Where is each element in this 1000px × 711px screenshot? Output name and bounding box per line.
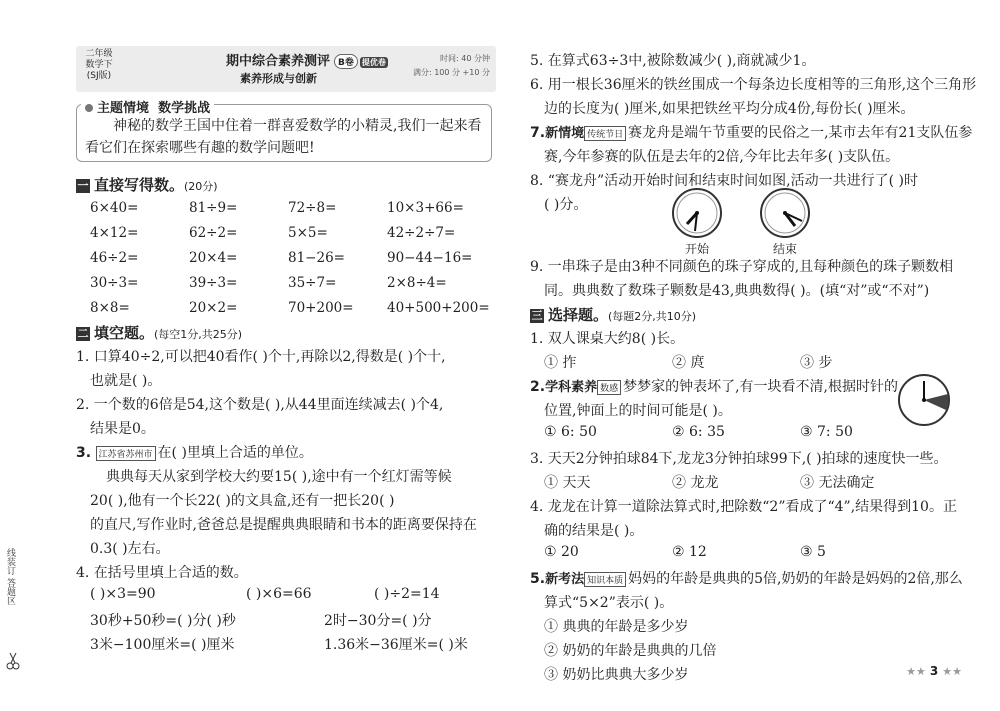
c4-line1: 4. 龙龙在计算一道除法算式时,把除数“2”看成了“4”,结果得到10。正	[530, 499, 957, 515]
option: ③ 7: 50	[800, 424, 853, 440]
grade-text: 二年级	[85, 49, 113, 59]
calc-item: 81−26=	[288, 250, 345, 266]
scene-topic: 数学挑战	[158, 101, 211, 116]
calc-item: 8×8=	[90, 300, 130, 316]
option: ③ 步	[800, 355, 833, 371]
binding-margin-text: 线装订 答题区	[5, 548, 15, 605]
c5-num: 5.	[530, 571, 546, 587]
c2-line2: 位置,钟面上的时间可能是( )。	[544, 403, 732, 419]
calc-item: 81÷9=	[189, 200, 238, 216]
calc-item: 46÷2=	[90, 250, 139, 266]
calc-grid	[90, 200, 490, 325]
calc-item: 30÷3=	[90, 275, 139, 291]
new-method-tag: 新考法	[545, 572, 585, 587]
calc-item: 39÷3=	[189, 275, 238, 291]
q7-text: 赛龙舟是端午节重要的民俗之一,某市去年有21支队伍参	[628, 125, 973, 141]
page-subtitle: 素养形成与创新	[240, 72, 317, 85]
calc-item: 62÷2=	[189, 225, 238, 241]
section-title: 选择题。	[548, 306, 609, 324]
q3-line2: 典典每天从家到学校大约要15( ),途中有一个红灯需等候	[106, 469, 452, 485]
region-chip: 江苏省苏州市	[96, 446, 156, 461]
q2-line1: 2. 一个数的6倍是54,这个数是( ),从44里面连续减去( )个4,	[76, 397, 444, 413]
q6-line1: 6. 用一根长36厘米的铁丝围成一个每条边长度相等的三角形,这个三角形	[530, 77, 977, 93]
option: ① 天天	[544, 475, 591, 491]
scene-text: 神秘的数学王国中住着一群喜爱数学的小精灵,我们一起来看看它们在探索哪些有趣的数学问题吧!	[85, 118, 482, 156]
test-meta	[413, 52, 490, 80]
number-sense-chip: 数感	[597, 380, 621, 395]
q3-line1	[76, 442, 313, 462]
section-number: 一	[77, 178, 89, 192]
option: ① 拃	[544, 355, 577, 371]
time-limit: 时间: 40 分钟	[440, 54, 490, 63]
q2-line2: 结果是0。	[90, 421, 155, 437]
full-score: 满分: 100 分 +10 分	[412, 68, 490, 77]
calc-row	[90, 225, 490, 250]
c5-text: 妈妈的年龄是典典的5倍,奶奶的年龄是妈妈的2倍,那么	[628, 571, 963, 587]
q8-line1: 8. “赛龙舟”活动开始时间和结束时间如图,活动一共进行了( )时	[530, 173, 918, 189]
q4-item: ( )÷2=14	[374, 586, 440, 602]
section-score: (每题2分,共10分)	[608, 310, 697, 323]
q7-num: 7.	[530, 125, 546, 141]
subject: 数学	[85, 60, 104, 70]
calc-item: 72÷8=	[288, 200, 337, 216]
option: ③ 5	[800, 544, 826, 560]
q1-line2: 也就是( )。	[90, 373, 162, 389]
q8-line2: ( )分。	[544, 197, 588, 213]
q9-line2: 同。典典数了数珠子颗数是43,典典数得( )。(填“对”或“不对”)	[544, 283, 930, 299]
q3-line4: 的直尺,写作业时,爸爸总是提醒典典眼睛和书本的距离要保持在	[90, 517, 477, 533]
c5-line2: 算式“5×2”表示( )。	[544, 595, 674, 611]
option: ② 12	[672, 544, 707, 560]
option: ① 典典的年龄是多少岁	[544, 619, 689, 635]
q3-line3: 20( ),他有一个长22( )的文具盒,还有一把长20( )	[90, 493, 395, 509]
start-clock-icon	[670, 186, 724, 240]
knowledge-chip: 知识本质	[584, 572, 626, 587]
discipline-tag: 学科素养	[545, 380, 598, 395]
calc-item: 90−44−16=	[387, 250, 473, 266]
edition: (SJ版)	[86, 71, 112, 81]
calc-item: 2×8÷4=	[387, 275, 447, 291]
q4-item: 30秒+50秒=( )分( )秒	[90, 613, 236, 629]
calc-row	[90, 250, 490, 275]
test-header	[76, 46, 496, 92]
q4-item: ( )×6=66	[246, 586, 312, 602]
paper-tag: 提优卷	[361, 58, 386, 67]
q7-line2: 赛,今年参赛的队伍是去年的2倍,今年比去年多( )支队伍。	[544, 149, 900, 165]
q6-line2: 边的长度为( )厘米,如果把铁丝平均分成4份,每份长( )厘米。	[544, 101, 915, 117]
section-number: 三	[531, 308, 543, 322]
option: ② 6: 35	[672, 424, 725, 440]
scene-box	[76, 101, 492, 162]
calc-item: 20×4=	[189, 250, 238, 266]
page-footer: ★★ 3 ★★	[906, 664, 962, 678]
calc-item: 5×5=	[288, 225, 328, 241]
calc-item: 4×12=	[90, 225, 139, 241]
option: ① 20	[544, 544, 579, 560]
q3-num: 3.	[76, 445, 92, 461]
scissors-icon	[6, 652, 20, 670]
section-title: 填空题。	[94, 324, 155, 342]
paper-badge: B卷	[334, 54, 358, 69]
section-1-heading	[76, 174, 218, 195]
c2-num: 2.	[530, 379, 546, 395]
calc-item: 6×40=	[90, 200, 139, 216]
calc-row	[90, 200, 490, 225]
q9-line1: 9. 一串珠子是由3种不同颜色的珠子穿成的,且每种颜色的珠子颗数相	[530, 259, 954, 275]
start-label: 开始	[685, 242, 710, 256]
new-context-tag: 新情境	[545, 126, 585, 141]
scene-tag-text: 主题情境	[97, 101, 150, 116]
section-3-heading	[530, 304, 696, 325]
end-label: 结束	[773, 242, 798, 256]
c2-line1	[530, 376, 898, 396]
option: ③ 无法确定	[800, 475, 875, 491]
subject-text	[82, 60, 116, 71]
q3-line5: 0.3( )左右。	[90, 541, 170, 557]
calc-item: 70+200=	[288, 300, 354, 316]
c1: 1. 双人课桌大约8( )长。	[530, 331, 685, 347]
section-number: 二	[77, 326, 89, 340]
option: ② 庹	[672, 355, 705, 371]
q4-item: ( )×3=90	[90, 586, 156, 602]
option: ② 奶奶的年龄是典典的几倍	[544, 643, 717, 659]
q3-text: 在( )里填上合适的单位。	[157, 445, 313, 461]
calc-item: 40+500+200=	[387, 300, 490, 316]
q1-line1: 1. 口算40÷2,可以把40看作( )个十,再除以2,得数是( )个十,	[76, 349, 446, 365]
calc-row	[90, 275, 490, 300]
page-number: 3	[929, 664, 939, 678]
page-title	[226, 50, 388, 69]
end-clock-icon	[758, 186, 812, 240]
section-score: (每空1分,共25分)	[154, 328, 243, 341]
q4-item: 2时−30分=( )分	[324, 613, 432, 629]
q4-line1: 4. 在括号里填上合适的数。	[76, 565, 248, 581]
calc-item: 42÷2÷7=	[387, 225, 456, 241]
option: ② 龙龙	[672, 475, 719, 491]
q5: 5. 在算式63÷3中,被除数减少( ),商就减少1。	[530, 53, 816, 69]
c3: 3. 天天2分钟拍球84下,龙龙3分钟拍球99下,( )拍球的速度快一些。	[530, 451, 948, 467]
scene-tag	[81, 97, 214, 116]
broken-clock-icon	[896, 372, 952, 428]
festival-chip: 传统节日	[584, 126, 626, 141]
title-text: 期中综合素养测评	[226, 54, 331, 69]
term: 下	[103, 60, 113, 70]
calc-item: 35÷7=	[288, 275, 337, 291]
c4-line2: 确的结果是( )。	[544, 523, 644, 539]
option: ③ 奶奶比典典大多少岁	[544, 667, 689, 683]
section-title: 直接写得数。	[94, 176, 185, 194]
calc-item: 10×3+66=	[387, 200, 464, 216]
q4-item: 1.36米−36厘米=( )米	[324, 637, 468, 653]
calc-item: 20×2=	[189, 300, 238, 316]
c2-text: 梦梦家的钟表坏了,有一块看不清,根据时针的	[623, 379, 898, 395]
section-2-heading	[76, 322, 242, 343]
c5-line1	[530, 568, 963, 588]
grade-label	[82, 49, 116, 82]
q4-item: 3米−100厘米=( )厘米	[90, 637, 235, 653]
bullet-icon	[85, 104, 93, 112]
section-score: (20分)	[184, 180, 218, 193]
q7-line1	[530, 122, 972, 142]
option: ① 6: 50	[544, 424, 597, 440]
